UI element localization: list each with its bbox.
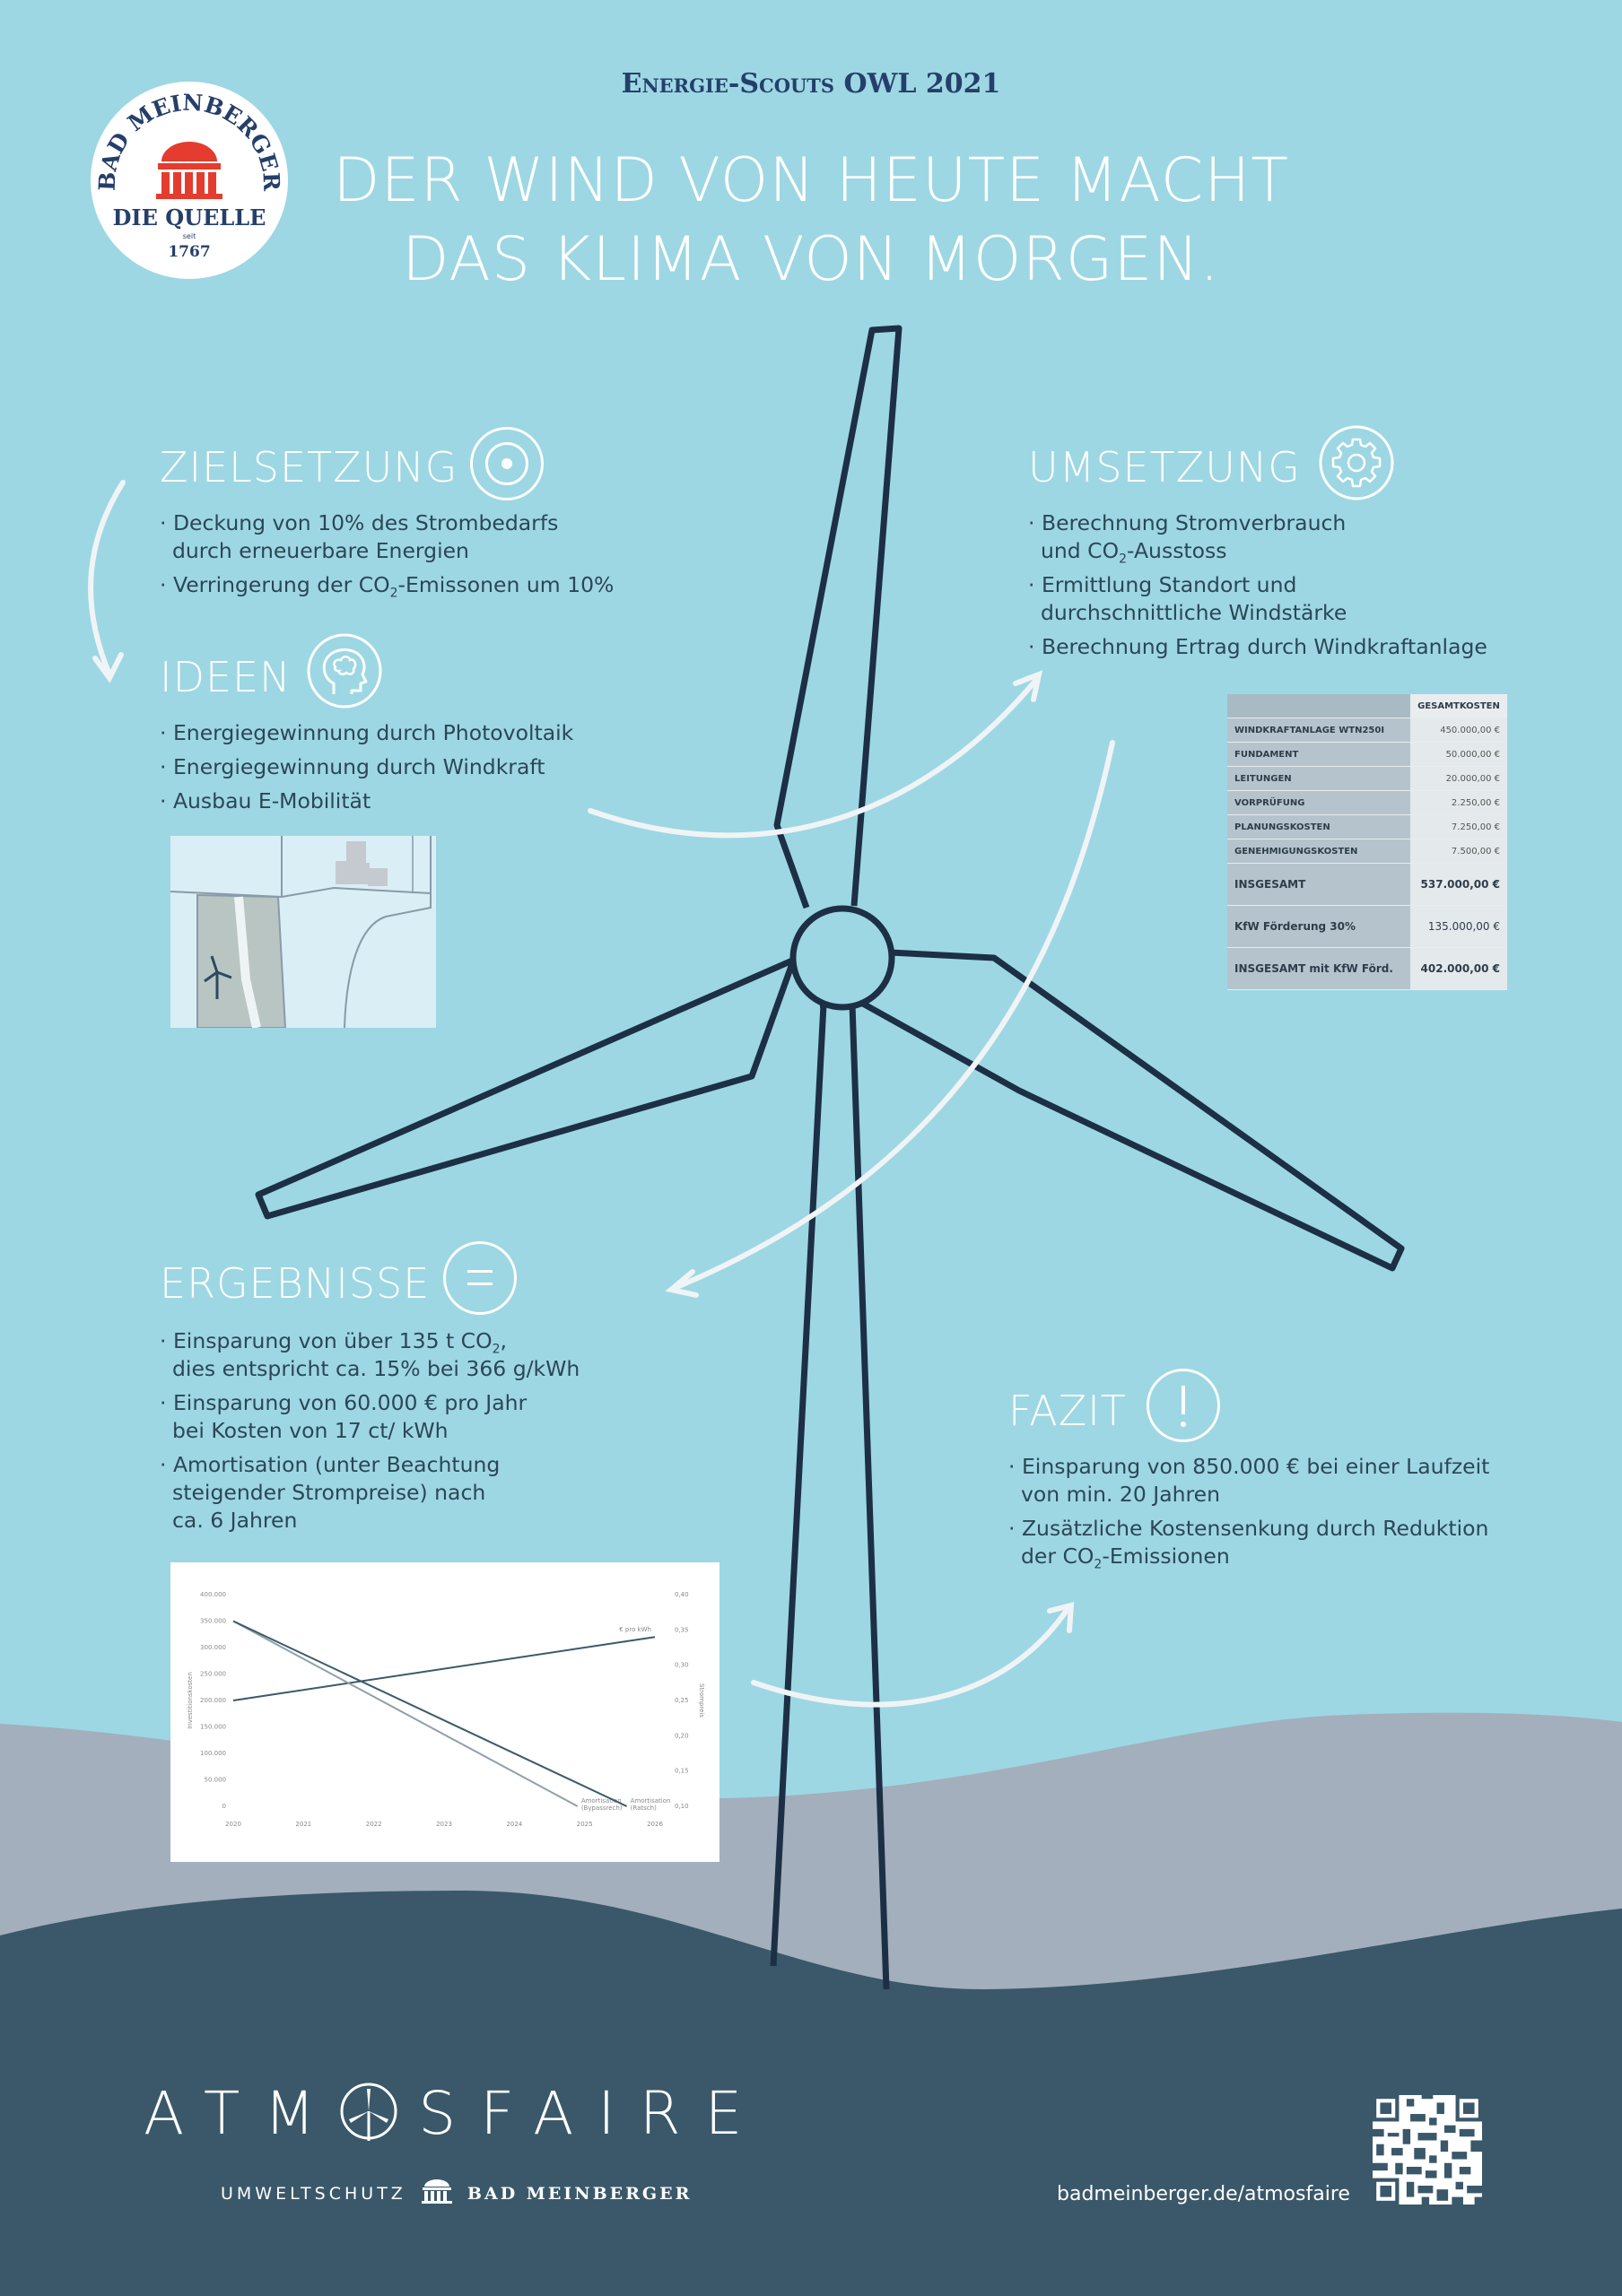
y-right-tick-label: 0,25 [675,1697,689,1704]
list-item: · Zusätzliche Kostensenkung durch Reduktion der $CO_2$-Emissionen [1008,1515,1489,1570]
list-item: · Einsparung von über 135 t $CO_2$, dies entspricht ca. 15% bei 366 g/kWh [160,1327,580,1383]
list-item: · Energiegewinnung durch Windkraft [160,753,573,781]
y-right-axis-label: Strompreis [698,1683,705,1718]
x-tick-label: 2021 [295,1821,312,1828]
table-row: VORPRÜFUNG 2.250,00 € [1227,791,1507,815]
table-row-funding: KfW Förderung 30% 135.000,00 € [1227,906,1507,948]
equals-icon [443,1241,517,1315]
headline [0,142,1622,300]
y-left-tick-label: 100.000 [200,1750,226,1757]
table-row: LEITUNGEN 20.000,00 € [1227,767,1507,791]
series-label: € pro kWh [619,1626,651,1634]
x-tick-label: 2025 [576,1821,593,1828]
table-row: PLANUNGSKOSTEN 7.250,00 € [1227,815,1507,839]
ideen-bullets [160,719,573,822]
series-line [233,1622,627,1807]
x-tick-label: 2022 [365,1821,382,1828]
temple-small-icon [421,2178,453,2205]
table-row: WINDKRAFTANLAGE WTN250I 450.000,00 € [1227,718,1507,743]
ergebnisse-bullets [160,1327,580,1541]
brain-head-icon [305,631,384,710]
x-tick-label: 2023 [436,1821,452,1828]
series-line [233,1637,655,1700]
x-tick-label: 2024 [506,1821,523,1828]
y-left-tick-label: 50.000 [204,1776,226,1784]
ideen-title: IDEEN [160,653,292,701]
y-right-tick-label: 0,35 [675,1626,689,1634]
turbine-o-icon [339,2082,398,2141]
y-left-tick-label: 300.000 [200,1644,226,1651]
table-row: GENEHMIGUNGSKOSTEN 7.500,00 € [1227,839,1507,864]
site-map [170,836,436,1028]
ergebnisse-title: ERGEBNISSE [160,1259,431,1308]
exclamation-icon [1147,1369,1220,1442]
table-row-total: INSGESAMT 537.000,00 € [1227,864,1507,906]
y-left-tick-label: 0 [222,1803,226,1810]
table-row-net: INSGESAMT mit KfW Förd. 402.000,00 € [1227,948,1507,990]
fazit-bullets [1008,1453,1489,1577]
headline-line-1: DER WIND VON HEUTE MACHT [333,145,1289,216]
logo-year: 1767 [168,243,211,261]
y-right-tick-label: 0,20 [675,1732,689,1740]
list-item: · Verringerung der $CO_2$-Emissonen um 10% [160,571,614,599]
y-left-tick-label: 250.000 [200,1670,226,1678]
list-item: · Ermittlung Standort und durchschnittliche Windstärke [1028,571,1487,627]
headline-line-2: DAS KLIMA VON MORGEN. [402,224,1220,295]
y-left-axis-label: Investitionskosten [187,1672,194,1729]
atmosfaire-wordmark: ATM SFAIRE [144,2079,767,2148]
y-left-tick-label: 200.000 [200,1697,226,1704]
y-right-tick-label: 0,30 [675,1661,689,1669]
x-tick-label: 2026 [647,1821,663,1828]
event-title: Energie-Scouts OWL 2021 [621,68,1001,100]
y-right-tick-label: 0,10 [675,1803,689,1810]
umsetzung-title: UMSETZUNG [1028,443,1301,491]
list-item: · Amortisation (unter Beachtung steigender Strompreise) nach ca. 6 Jahren [160,1451,580,1535]
table-header: GESAMTKOSTEN [1410,694,1507,718]
logo-seit: seit [182,232,196,240]
x-tick-label: 2020 [225,1821,241,1828]
list-item: · Berechnung Ertrag durch Windkraftanlage [1028,633,1487,661]
list-item: · Ausbau E-Mobilität [160,787,573,815]
list-item: · Einsparung von 850.000 € bei einer Laufzeit von min. 20 Jahren [1008,1453,1489,1509]
y-right-tick-label: 0,15 [675,1767,689,1775]
list-item: · Deckung von 10% des Strombedarfs durch erneuerbare Energien [160,509,614,565]
list-item: · Energiegewinnung durch Photovoltaik [160,719,573,747]
zielsetzung-title: ZIELSETZUNG [160,443,458,491]
logo-bottom-text: DIE QUELLE [112,204,266,230]
footer-url[interactable]: badmeinberger.de/atmosfaire [1057,2183,1350,2205]
target-icon [470,427,544,500]
table-header-blank [1227,694,1410,718]
list-item: · Berechnung Stromverbrauch und $CO_2$-Ausstoss [1028,509,1487,565]
amortisation-chart [170,1562,719,1862]
series-line [233,1622,578,1807]
qr-code[interactable] [1373,2095,1482,2205]
series-label: Amortisation (Bypassrech) [580,1797,623,1812]
gear-icon [1317,423,1396,502]
list-item: · Einsparung von 60.000 € pro Jahr bei Kosten von 17 ct/ kWh [160,1389,580,1445]
footer-subline: UMWELTSCHUTZ BAD MEINBERGER [221,2178,692,2205]
umsetzung-bullets [1028,509,1487,667]
fazit-title: FAZIT [1008,1387,1127,1435]
y-left-tick-label: 150.000 [200,1723,226,1731]
table-row: FUNDAMENT 50.000,00 € [1227,743,1507,767]
cost-table [1227,694,1507,990]
chart-svg [170,1562,719,1862]
y-left-tick-label: 350.000 [200,1617,226,1625]
zielsetzung-bullets [160,509,614,605]
y-right-tick-label: 0,40 [675,1591,689,1598]
y-left-tick-label: 400.000 [200,1591,226,1598]
series-label: Amortisation (Ratsch) [630,1797,671,1812]
logo-top-text: BAD MEINBERGER [93,89,285,192]
